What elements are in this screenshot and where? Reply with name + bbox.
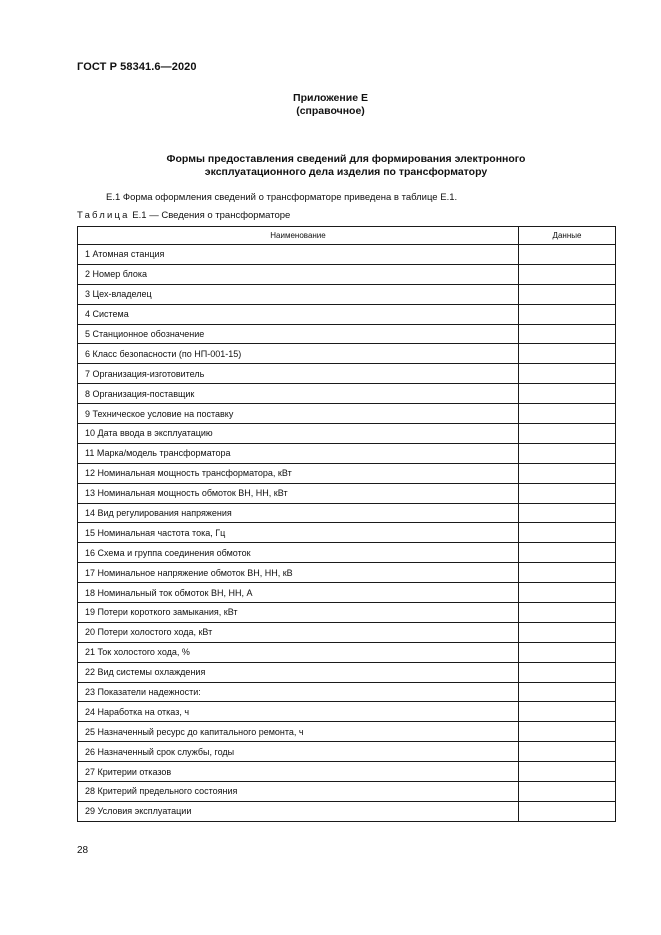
row-name-cell: 17 Номинальное напряжение обмоток ВН, НН, кВ (78, 563, 519, 583)
table-row (78, 503, 616, 523)
table-row (78, 523, 616, 543)
row-data-cell (519, 304, 616, 324)
row-name-cell: 25 Назначенный ресурс до капитального ремонта, ч (78, 722, 519, 742)
appendix-heading (0, 92, 661, 118)
row-data-cell (519, 543, 616, 563)
table-row (78, 742, 616, 762)
row-name-cell: 15 Номинальная частота тока, Гц (78, 523, 519, 543)
document-code: ГОСТ Р 58341.6—2020 (77, 61, 197, 73)
row-data-cell (519, 523, 616, 543)
section-title-line-1: Формы предоставления сведений для формирования электронного (166, 153, 526, 165)
table-row (78, 304, 616, 324)
table-caption-prefix: Таблица (77, 210, 130, 221)
row-name-cell: 20 Потери холостого хода, кВт (78, 622, 519, 642)
row-data-cell (519, 384, 616, 404)
row-data-cell (519, 762, 616, 782)
row-data-cell (519, 782, 616, 802)
row-data-cell (519, 622, 616, 642)
row-name-cell: 1 Атомная станция (78, 245, 519, 265)
row-name-cell: 29 Условия эксплуатации (78, 801, 519, 821)
row-name-cell: 23 Показатели надежности: (78, 682, 519, 702)
table-row (78, 384, 616, 404)
row-name-cell: 14 Вид регулирования напряжения (78, 503, 519, 523)
row-data-cell (519, 424, 616, 444)
row-data-cell (519, 563, 616, 583)
table-row (78, 344, 616, 364)
table-row (78, 483, 616, 503)
table-caption (77, 210, 290, 221)
row-data-cell (519, 742, 616, 762)
section-title-line-2: эксплуатационного дела изделия по трансформатору (204, 166, 488, 178)
section-title (0, 153, 661, 179)
row-name-cell: 7 Организация-изготовитель (78, 364, 519, 384)
row-data-cell (519, 583, 616, 603)
intro-paragraph: Е.1 Форма оформления сведений о трансформаторе приведена в таблице Е.1. (106, 192, 458, 203)
table-row (78, 404, 616, 424)
row-name-cell: 21 Ток холостого хода, % (78, 642, 519, 662)
row-name-cell: 26 Назначенный срок службы, годы (78, 742, 519, 762)
transformer-info-table (77, 226, 616, 822)
row-data-cell (519, 483, 616, 503)
row-name-cell: 12 Номинальная мощность трансформатора, кВт (78, 463, 519, 483)
row-name-cell: 8 Организация-поставщик (78, 384, 519, 404)
appendix-note: (справочное) (296, 105, 365, 117)
row-name-cell: 9 Техническое условие на поставку (78, 404, 519, 424)
table-caption-text: Е.1 — Сведения о трансформаторе (129, 210, 291, 221)
row-name-cell: 11 Марка/модель трансформатора (78, 443, 519, 463)
row-name-cell: 28 Критерий предельного состояния (78, 782, 519, 802)
row-data-cell (519, 284, 616, 304)
row-data-cell (519, 443, 616, 463)
row-name-cell: 10 Дата ввода в эксплуатацию (78, 424, 519, 444)
row-data-cell (519, 801, 616, 821)
row-data-cell (519, 603, 616, 623)
table-row (78, 424, 616, 444)
row-data-cell (519, 503, 616, 523)
row-name-cell: 16 Схема и группа соединения обмоток (78, 543, 519, 563)
table-row (78, 801, 616, 821)
row-data-cell (519, 702, 616, 722)
table-row (78, 782, 616, 802)
row-data-cell (519, 264, 616, 284)
row-name-cell: 6 Класс безопасности (по НП-001-15) (78, 344, 519, 364)
table-row (78, 622, 616, 642)
page-number: 28 (77, 845, 89, 856)
table-header-row (78, 227, 616, 245)
table-row (78, 722, 616, 742)
table-row (78, 324, 616, 344)
row-data-cell (519, 662, 616, 682)
table-row (78, 563, 616, 583)
row-data-cell (519, 364, 616, 384)
row-data-cell (519, 682, 616, 702)
row-name-cell: 3 Цех-владелец (78, 284, 519, 304)
table-row (78, 642, 616, 662)
table-body (78, 245, 616, 822)
row-data-cell (519, 722, 616, 742)
table-row (78, 662, 616, 682)
row-name-cell: 5 Станционное обозначение (78, 324, 519, 344)
table-row (78, 463, 616, 483)
row-data-cell (519, 344, 616, 364)
row-name-cell: 13 Номинальная мощность обмоток ВН, НН, кВт (78, 483, 519, 503)
row-data-cell (519, 324, 616, 344)
row-name-cell: 4 Система (78, 304, 519, 324)
row-name-cell: 2 Номер блока (78, 264, 519, 284)
row-name-cell: 22 Вид системы охлаждения (78, 662, 519, 682)
table-row (78, 543, 616, 563)
row-data-cell (519, 245, 616, 265)
table-row (78, 245, 616, 265)
column-header-name: Наименование (78, 227, 519, 245)
table-row (78, 682, 616, 702)
table-row (78, 603, 616, 623)
row-data-cell (519, 463, 616, 483)
row-name-cell: 19 Потери короткого замыкания, кВт (78, 603, 519, 623)
table-row (78, 443, 616, 463)
table-row (78, 364, 616, 384)
row-data-cell (519, 404, 616, 424)
table-row (78, 583, 616, 603)
table-row (78, 284, 616, 304)
row-data-cell (519, 642, 616, 662)
row-name-cell: 24 Наработка на отказ, ч (78, 702, 519, 722)
appendix-title: Приложение Е (293, 92, 368, 104)
column-header-data: Данные (519, 227, 616, 245)
table-row (78, 702, 616, 722)
table-row (78, 264, 616, 284)
row-name-cell: 27 Критерии отказов (78, 762, 519, 782)
table-row (78, 762, 616, 782)
row-name-cell: 18 Номинальный ток обмоток ВН, НН, А (78, 583, 519, 603)
